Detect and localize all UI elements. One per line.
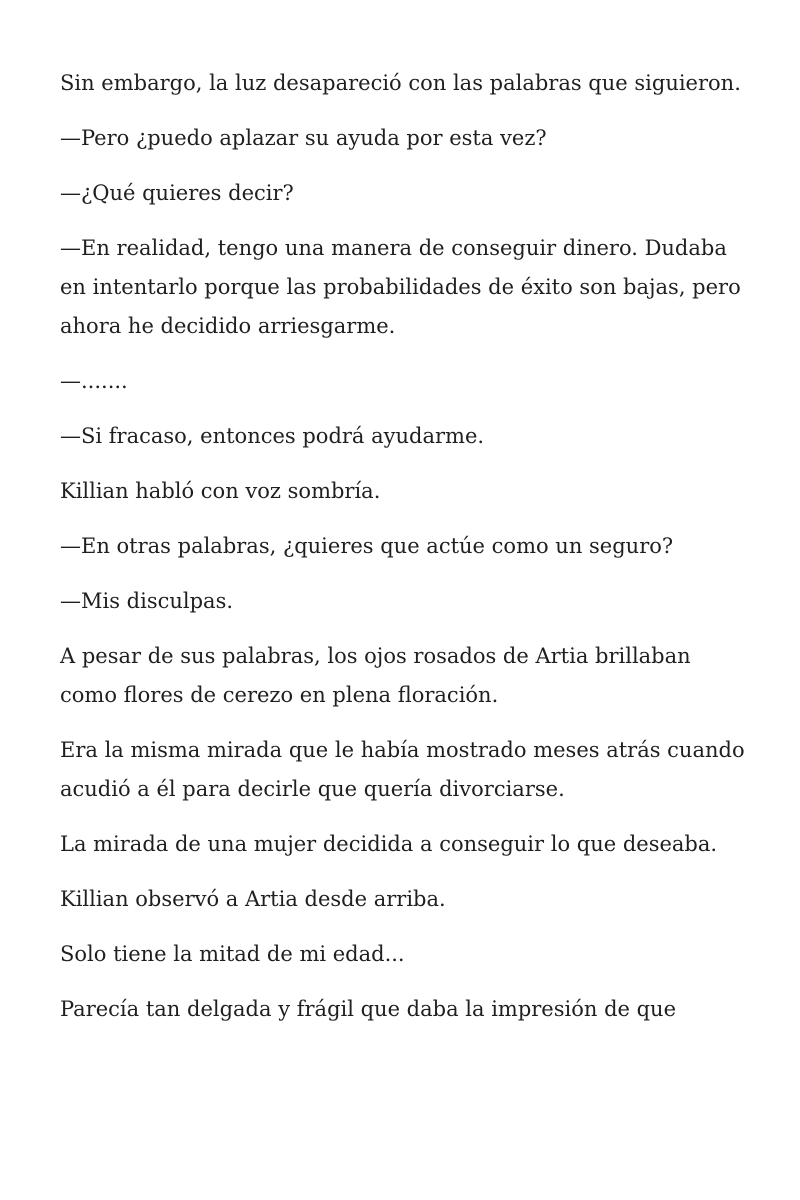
paragraph: —En otras palabras, ¿quieres que actúe como un seguro? — [60, 534, 674, 558]
paragraph: Killian habló con voz sombría. — [60, 479, 381, 503]
document-body — [60, 64, 750, 1045]
paragraph: Parecía tan delgada y frágil que daba la impresión de que — [60, 997, 677, 1021]
paragraph: A pesar de sus palabras, los ojos rosados de Artia brillaban como flores de cerezo en plena floración. — [60, 644, 691, 707]
paragraph: —Mis disculpas. — [60, 589, 234, 613]
paragraph: —En realidad, tengo una manera de conseguir dinero. Dudaba en intentarlo porque las probabilidades de éxito son bajas, pero ahora he decidido arriesgarme. — [60, 236, 741, 338]
paragraph: —Si fracaso, entonces podrá ayudarme. — [60, 424, 485, 448]
paragraph: —¿Qué quieres decir? — [60, 181, 294, 205]
paragraph: Sin embargo, la luz desapareció con las palabras que siguieron. — [60, 71, 741, 95]
paragraph: La mirada de una mujer decidida a conseguir lo que deseaba. — [60, 832, 718, 856]
paragraph: Killian observó a Artia desde arriba. — [60, 887, 446, 911]
paragraph: Era la misma mirada que le había mostrado meses atrás cuando acudió a él para decirle que quería divorciarse. — [60, 738, 745, 801]
paragraph: —Pero ¿puedo aplazar su ayuda por esta vez? — [60, 126, 547, 150]
paragraph: —....... — [60, 369, 128, 393]
paragraph: Solo tiene la mitad de mi edad... — [60, 942, 405, 966]
